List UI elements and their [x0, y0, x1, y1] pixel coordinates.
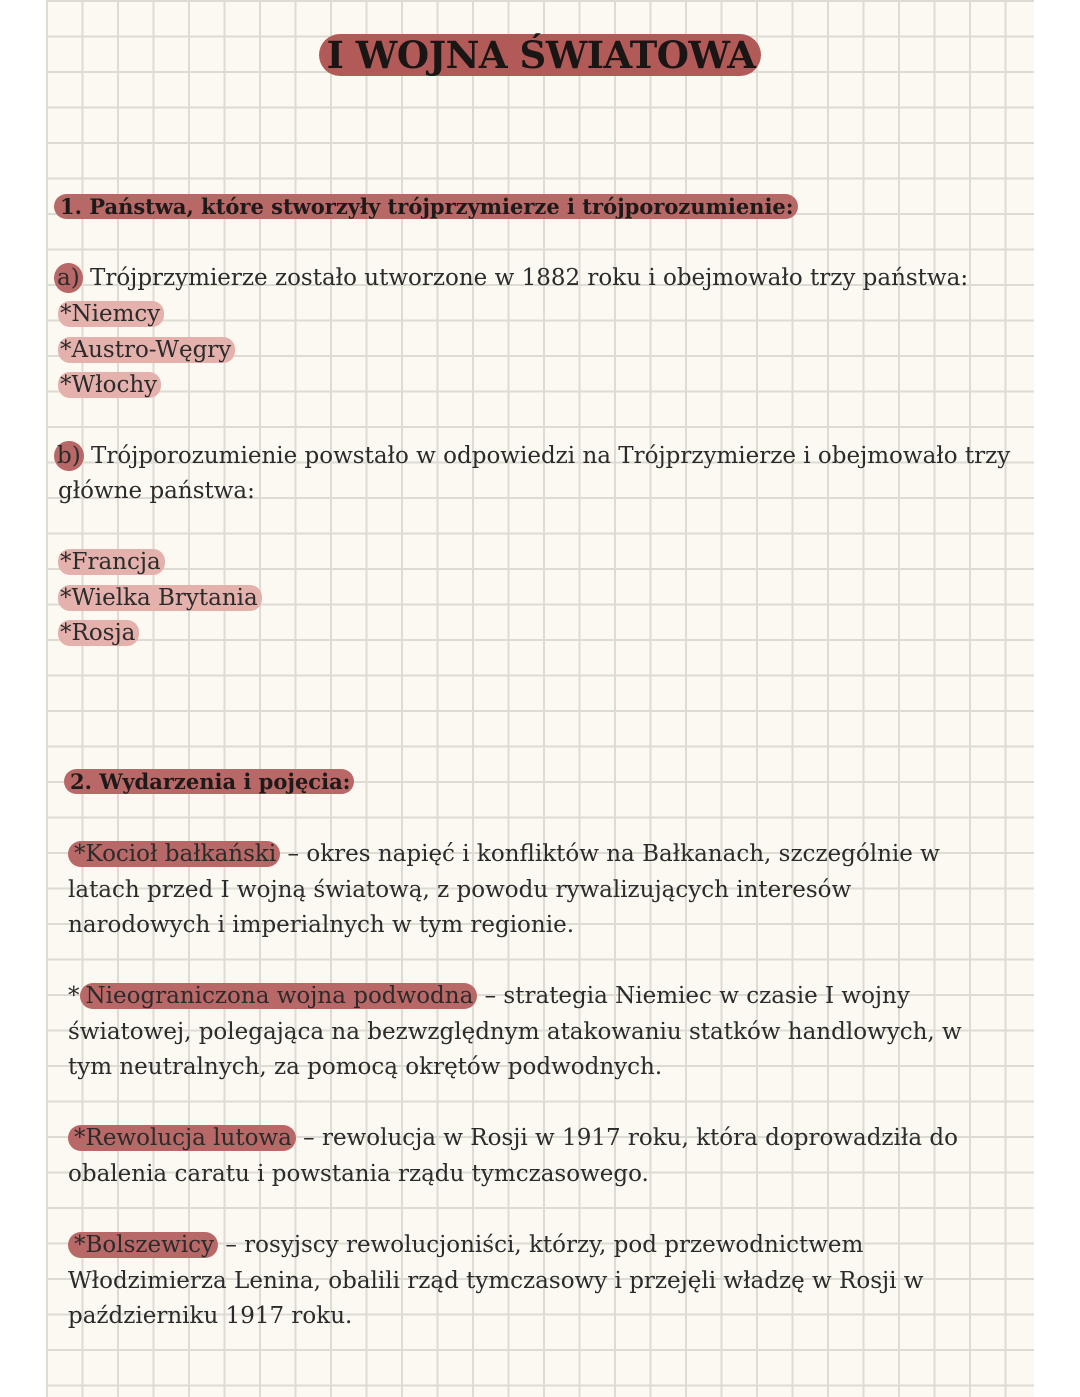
- list-item: [58, 334, 235, 366]
- point-b-text: Trójporozumienie powstało w odpowiedzi na Trójprzymierze i obejmowało trzy: [83, 443, 1011, 469]
- definition-prefix: *: [68, 983, 80, 1009]
- definition-entry: [68, 1228, 968, 1335]
- list-item-text: *Rosja: [58, 620, 139, 646]
- list-item: [58, 582, 262, 614]
- definition-text: obalenia caratu i powstania rządu tymczasowego.: [68, 1160, 649, 1187]
- definition-text: – okres napięć i konfliktów na Bałkanach, szczególnie w: [280, 841, 940, 867]
- definition-entry: [68, 837, 968, 944]
- section-1-heading: [54, 193, 798, 221]
- definition-text: październiku 1917 roku.: [68, 1303, 353, 1329]
- definition-text: – rewolucja w Rosji w 1917 roku, która doprowadziła do: [295, 1125, 958, 1151]
- definition-text: światowej, polegająca na bezwzględnym atakowaniu statków handlowych, w: [68, 1018, 962, 1045]
- section-1-heading-text: 1. Państwa, które stworzyły trójprzymierze i trójporozumienie:: [54, 194, 798, 219]
- section-2-heading-text: 2. Wydarzenia i pojęcia:: [64, 769, 354, 794]
- definition-text: – strategia Niemiec w czasie I wojny: [477, 983, 910, 1009]
- definition-entry: [68, 979, 1028, 1086]
- definition-term: *Rewolucja lutowa: [68, 1125, 296, 1151]
- point-b-continuation: główne państwa:: [58, 478, 255, 504]
- list-item-text: *Francja: [58, 549, 165, 575]
- list-item-text: *Włochy: [58, 372, 161, 398]
- definition-text: latach przed I wojną światową, z powodu rywalizujących interesów: [68, 876, 852, 903]
- definition-text: – rosyjscy rewolucjoniści, którzy, pod przewodnictwem: [218, 1232, 864, 1258]
- point-a-marker: a): [54, 263, 83, 293]
- list-item: [58, 617, 139, 649]
- list-item-text: *Austro-Węgry: [58, 337, 235, 363]
- definition-term: *Bolszewicy: [68, 1232, 218, 1258]
- section-2-heading: [64, 768, 354, 796]
- definition-entry: [68, 1121, 968, 1192]
- page-title: I WOJNA ŚWIATOWA: [319, 34, 762, 76]
- point-a: [54, 262, 968, 294]
- definition-term: *Kocioł bałkański: [68, 841, 280, 867]
- definition-text: Włodzimierza Lenina, obalili rząd tymczasowy i przejęli władzę w Rosji w: [68, 1267, 924, 1294]
- list-item: [58, 369, 161, 401]
- list-item: [58, 298, 164, 330]
- title-container: [0, 34, 1080, 76]
- definition-term: Nieograniczona wojna podwodna: [80, 983, 478, 1009]
- list-item-text: *Niemcy: [58, 301, 164, 327]
- list-item: [58, 546, 165, 578]
- list-item-text: *Wielka Brytania: [58, 585, 262, 611]
- point-b: [54, 440, 1010, 472]
- point-b-marker: b): [54, 441, 84, 471]
- definition-text: tym neutralnych, za pomocą okrętów podwodnych.: [68, 1054, 663, 1080]
- definition-text: narodowych i imperialnych w tym regionie.: [68, 912, 574, 938]
- point-a-text: Trójprzymierze zostało utworzone w 1882 roku i obejmowało trzy państwa:: [82, 265, 969, 291]
